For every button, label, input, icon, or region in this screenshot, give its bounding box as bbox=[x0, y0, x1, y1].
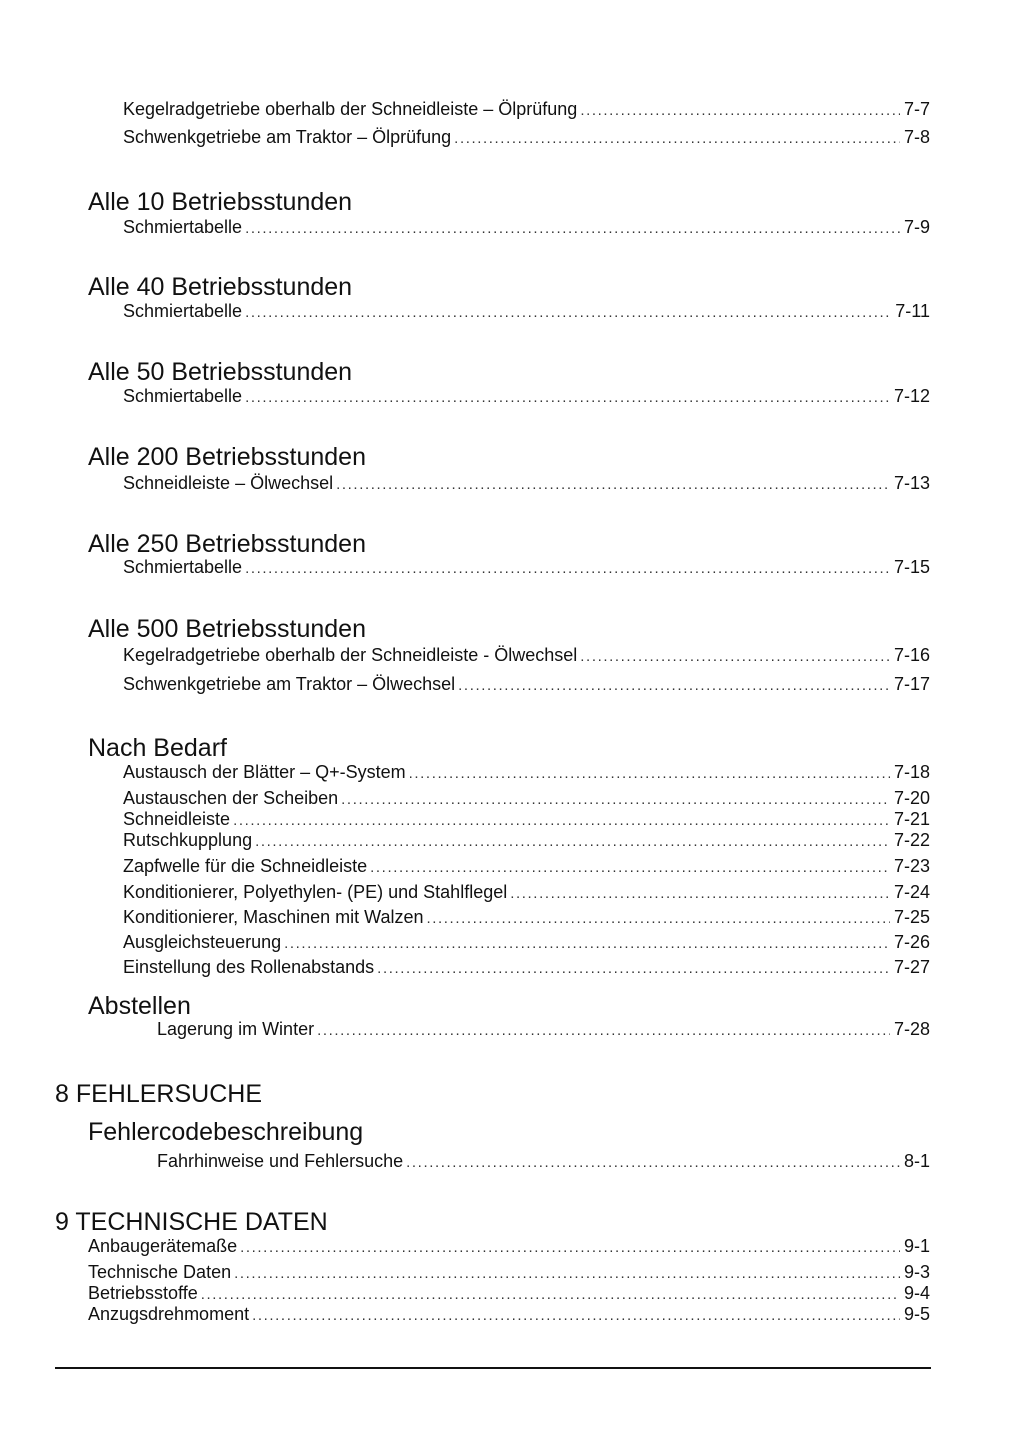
toc-entry[interactable] bbox=[88, 1303, 930, 1327]
toc-entry-page: 7-12 bbox=[893, 386, 930, 406]
toc-entry-title: Technische Daten bbox=[88, 1262, 232, 1282]
toc-entry-page: 8-1 bbox=[903, 1151, 930, 1171]
toc-entry-title: Austauschen der Scheiben bbox=[123, 788, 339, 808]
dot-leader bbox=[336, 474, 890, 496]
dot-leader bbox=[510, 883, 890, 905]
toc-entry-title: Konditionierer, Polyethylen- (PE) und Stahlflegel bbox=[123, 882, 508, 902]
toc-entry-title: Lagerung im Winter bbox=[157, 1019, 315, 1039]
toc-entry-title: Austausch der Blätter – Q+-System bbox=[123, 762, 406, 782]
toc-entry[interactable] bbox=[123, 98, 930, 122]
toc-entry-page: 7-7 bbox=[903, 99, 930, 119]
dot-leader bbox=[245, 387, 890, 409]
toc-entry-page: 7-11 bbox=[895, 301, 930, 321]
toc-entry[interactable] bbox=[123, 906, 930, 930]
toc-entry[interactable] bbox=[88, 1235, 930, 1259]
dot-leader bbox=[458, 675, 890, 697]
footer-rule bbox=[55, 1367, 931, 1369]
toc-entry[interactable] bbox=[123, 472, 930, 496]
toc-entry-page: 9-5 bbox=[903, 1304, 930, 1324]
toc-entry[interactable] bbox=[123, 881, 930, 905]
toc-entry-page: 7-9 bbox=[903, 217, 930, 237]
toc-entry-title: Ausgleichsteuerung bbox=[123, 932, 282, 952]
dot-leader bbox=[255, 831, 890, 853]
toc-entry-page: 7-20 bbox=[893, 788, 930, 808]
toc-entry-title: Schneidleiste – Ölwechsel bbox=[123, 473, 334, 493]
toc-entry-page: 7-26 bbox=[893, 932, 930, 952]
toc-entry-title: Schmiertabelle bbox=[123, 386, 243, 406]
toc-entry[interactable] bbox=[123, 385, 930, 409]
toc-entry-title: Konditionierer, Maschinen mit Walzen bbox=[123, 907, 424, 927]
section-heading: Alle 10 Betriebsstunden bbox=[88, 188, 353, 216]
section-heading: Alle 200 Betriebsstunden bbox=[88, 443, 366, 471]
section-heading: Alle 250 Betriebsstunden bbox=[88, 530, 366, 558]
chapter-heading: 9 TECHNISCHE DATEN bbox=[55, 1208, 328, 1236]
toc-entry-page: 7-27 bbox=[893, 957, 930, 977]
chapter-heading: 8 FEHLERSUCHE bbox=[55, 1080, 262, 1108]
section-heading: Alle 50 Betriebsstunden bbox=[88, 358, 353, 386]
section-heading: Alle 40 Betriebsstunden bbox=[88, 273, 353, 301]
toc-entry[interactable] bbox=[123, 855, 930, 879]
toc-entry-page: 9-1 bbox=[903, 1236, 930, 1256]
toc-entry-page: 7-28 bbox=[893, 1019, 930, 1039]
dot-leader bbox=[284, 933, 890, 955]
dot-leader bbox=[370, 857, 890, 879]
toc-entry-page: 7-18 bbox=[893, 762, 930, 782]
toc-entry-page: 7-22 bbox=[893, 830, 930, 850]
toc-entry-page: 7-25 bbox=[893, 907, 930, 927]
dot-leader bbox=[245, 558, 890, 580]
dot-leader bbox=[426, 908, 889, 930]
toc-entry-page: 7-21 bbox=[893, 809, 930, 829]
toc-entry-title: Schneidleiste bbox=[123, 809, 231, 829]
section-heading: Abstellen bbox=[88, 992, 191, 1020]
dot-leader bbox=[454, 128, 900, 150]
toc-entry-title: Schwenkgetriebe am Traktor – Ölwechsel bbox=[123, 674, 456, 694]
dot-leader bbox=[245, 218, 900, 240]
toc-entry-page: 7-13 bbox=[893, 473, 930, 493]
toc-entry[interactable] bbox=[123, 216, 930, 240]
section-heading: Fehlercodebeschreibung bbox=[88, 1118, 364, 1146]
dot-leader bbox=[240, 1237, 900, 1259]
toc-entry[interactable] bbox=[123, 300, 930, 324]
dot-leader bbox=[252, 1305, 900, 1327]
dot-leader bbox=[580, 646, 890, 668]
toc-entry-page: 7-16 bbox=[893, 645, 930, 665]
toc-entry-title: Fahrhinweise und Fehlersuche bbox=[157, 1151, 404, 1171]
toc-entry-page: 9-3 bbox=[903, 1262, 930, 1282]
toc-entry-page: 7-8 bbox=[903, 127, 930, 147]
toc-entry-page: 7-24 bbox=[893, 882, 930, 902]
dot-leader bbox=[245, 302, 891, 324]
toc-entry-page: 7-15 bbox=[893, 557, 930, 577]
toc-entry[interactable] bbox=[123, 931, 930, 955]
toc-entry-page: 7-17 bbox=[893, 674, 930, 694]
toc-entry[interactable] bbox=[157, 1150, 930, 1174]
toc-entry[interactable] bbox=[123, 556, 930, 580]
section-heading: Alle 500 Betriebsstunden bbox=[88, 615, 366, 643]
dot-leader bbox=[580, 100, 900, 122]
section-heading: Nach Bedarf bbox=[88, 734, 227, 762]
dot-leader bbox=[317, 1020, 890, 1042]
toc-entry-title: Kegelradgetriebe oberhalb der Schneidleiste - Ölwechsel bbox=[123, 645, 578, 665]
toc-entry[interactable] bbox=[123, 673, 930, 697]
toc-entry[interactable] bbox=[123, 126, 930, 150]
toc-entry-title: Schmiertabelle bbox=[123, 301, 243, 321]
toc-entry-title: Schmiertabelle bbox=[123, 217, 243, 237]
toc-entry-title: Betriebsstoffe bbox=[88, 1283, 198, 1303]
toc-entry[interactable] bbox=[123, 644, 930, 668]
toc-entry-title: Zapfwelle für die Schneidleiste bbox=[123, 856, 368, 876]
toc-entry-title: Kegelradgetriebe oberhalb der Schneidleiste – Ölprüfung bbox=[123, 99, 578, 119]
toc-entry-title: Anbaugerätemaße bbox=[88, 1236, 238, 1256]
toc-entry-title: Schwenkgetriebe am Traktor – Ölprüfung bbox=[123, 127, 452, 147]
toc-entry-title: Schmiertabelle bbox=[123, 557, 243, 577]
toc-entry-title: Anzugsdrehmoment bbox=[88, 1304, 250, 1324]
dot-leader bbox=[406, 1152, 900, 1174]
dot-leader bbox=[409, 763, 890, 785]
toc-entry-title: Rutschkupplung bbox=[123, 830, 253, 850]
toc-entry[interactable] bbox=[157, 1018, 930, 1042]
dot-leader bbox=[377, 958, 890, 980]
toc-entry[interactable] bbox=[123, 829, 930, 853]
toc-entry-title: Einstellung des Rollenabstands bbox=[123, 957, 375, 977]
toc-entry-page: 9-4 bbox=[903, 1283, 930, 1303]
toc-entry[interactable] bbox=[123, 956, 930, 980]
toc-entry[interactable] bbox=[123, 761, 930, 785]
toc-entry-page: 7-23 bbox=[893, 856, 930, 876]
